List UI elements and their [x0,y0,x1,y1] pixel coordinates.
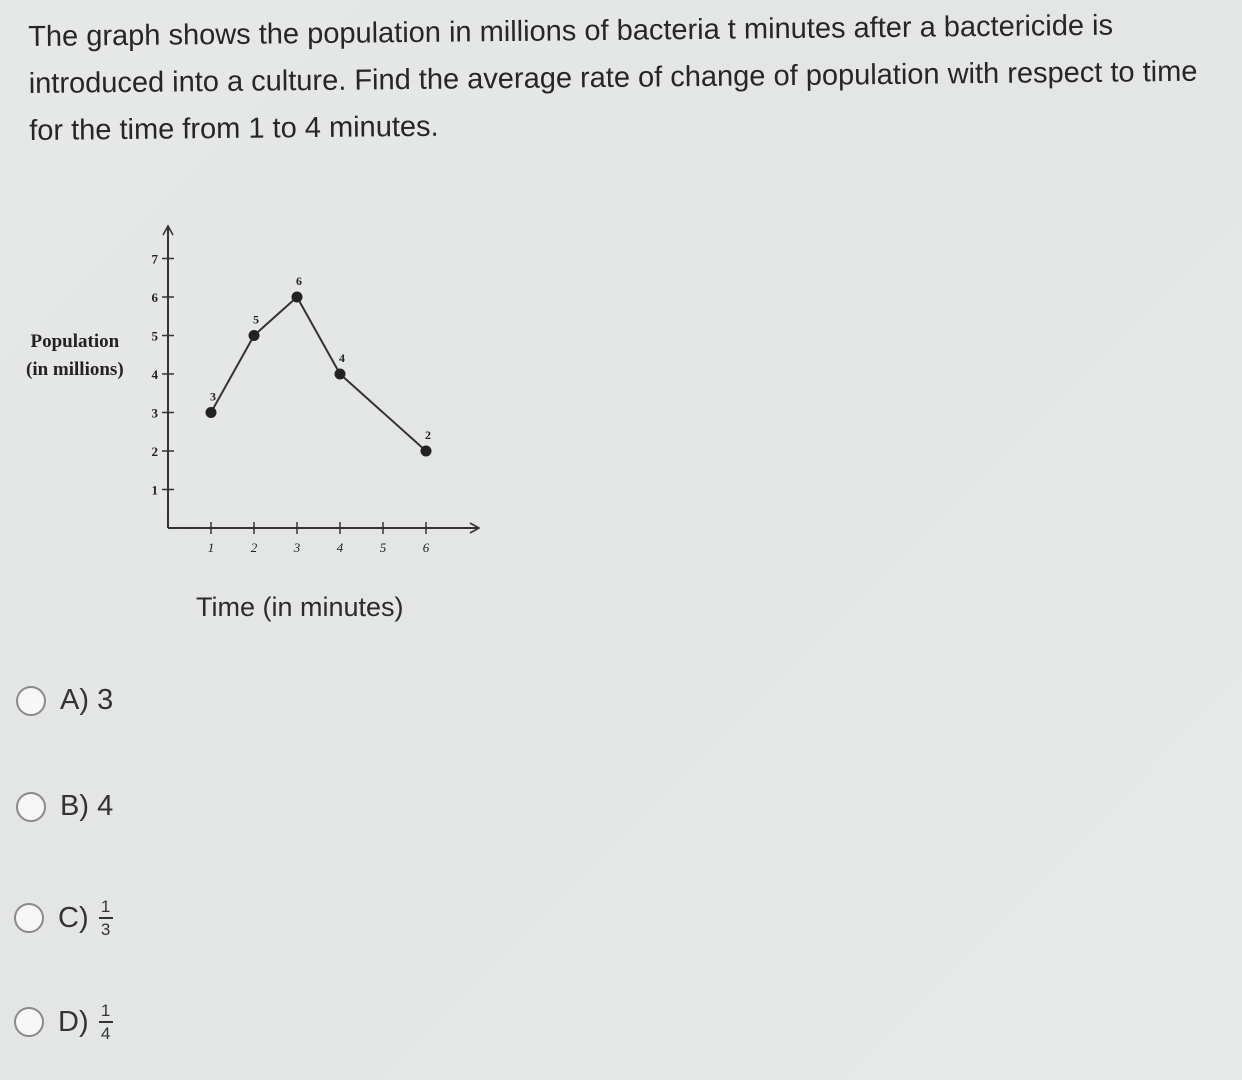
data-points [206,274,432,457]
data-label: 6 [296,274,302,288]
x-axis-label: Time (in minutes) [196,592,404,622]
choice-b[interactable]: B) 4 [16,790,113,823]
data-label: 5 [253,312,259,327]
y-tick-label: 4 [151,367,158,382]
y-tick-label: 2 [151,444,158,459]
x-tick-label: 6 [422,540,430,555]
choice-a[interactable]: A) 3 [16,684,113,717]
data-point [292,292,303,303]
y-tick-label: 7 [151,251,158,267]
data-point [335,369,346,380]
chart-svg [20,200,500,640]
y-tick-label: 3 [151,405,158,421]
series-line [211,297,426,451]
data-label: 2 [425,428,431,442]
choice-d[interactable]: D) $\frac{1}{4}$ [14,1002,113,1042]
x-tick-label: 2 [250,540,258,555]
x-ticks [208,522,430,555]
series-segment [297,297,340,374]
x-tick-label: 1 [207,540,215,555]
fraction-d: $\frac{1}{4}$ [99,1002,113,1042]
series-segment [254,297,297,336]
radio-b[interactable] [16,792,46,822]
question-text: The graph shows the population in millions of bacteria t minutes after a bactericide is introduced into a culture. Find the average rate of change of population with respect to time for the time from 1 to 4 minutes. [28,9,1198,147]
series-segment [211,336,254,413]
radio-d[interactable] [14,1007,44,1037]
data-point [421,446,432,457]
series-segment [340,374,426,451]
y-axis-label: Population (in millions) [26,331,124,380]
population-graph [20,200,500,640]
y-ticks [152,252,175,498]
x-tick-label: 4 [336,540,344,555]
radio-a[interactable] [16,686,46,716]
y-tick-label: 1 [151,482,158,498]
y-tick-label: 5 [151,328,158,344]
x-tick-label: 5 [379,540,387,555]
data-label: 4 [339,351,345,365]
radio-c[interactable] [14,903,44,933]
fraction-c: $\frac{1}{3}$ [99,898,113,938]
x-tick-label: 3 [293,540,301,555]
y-tick-label: 6 [151,290,158,305]
data-point [249,330,260,341]
data-point [206,407,217,418]
data-label: 3 [210,389,216,404]
choice-c[interactable]: C) $\frac{1}{3}$ [14,898,113,938]
axes [163,226,479,533]
